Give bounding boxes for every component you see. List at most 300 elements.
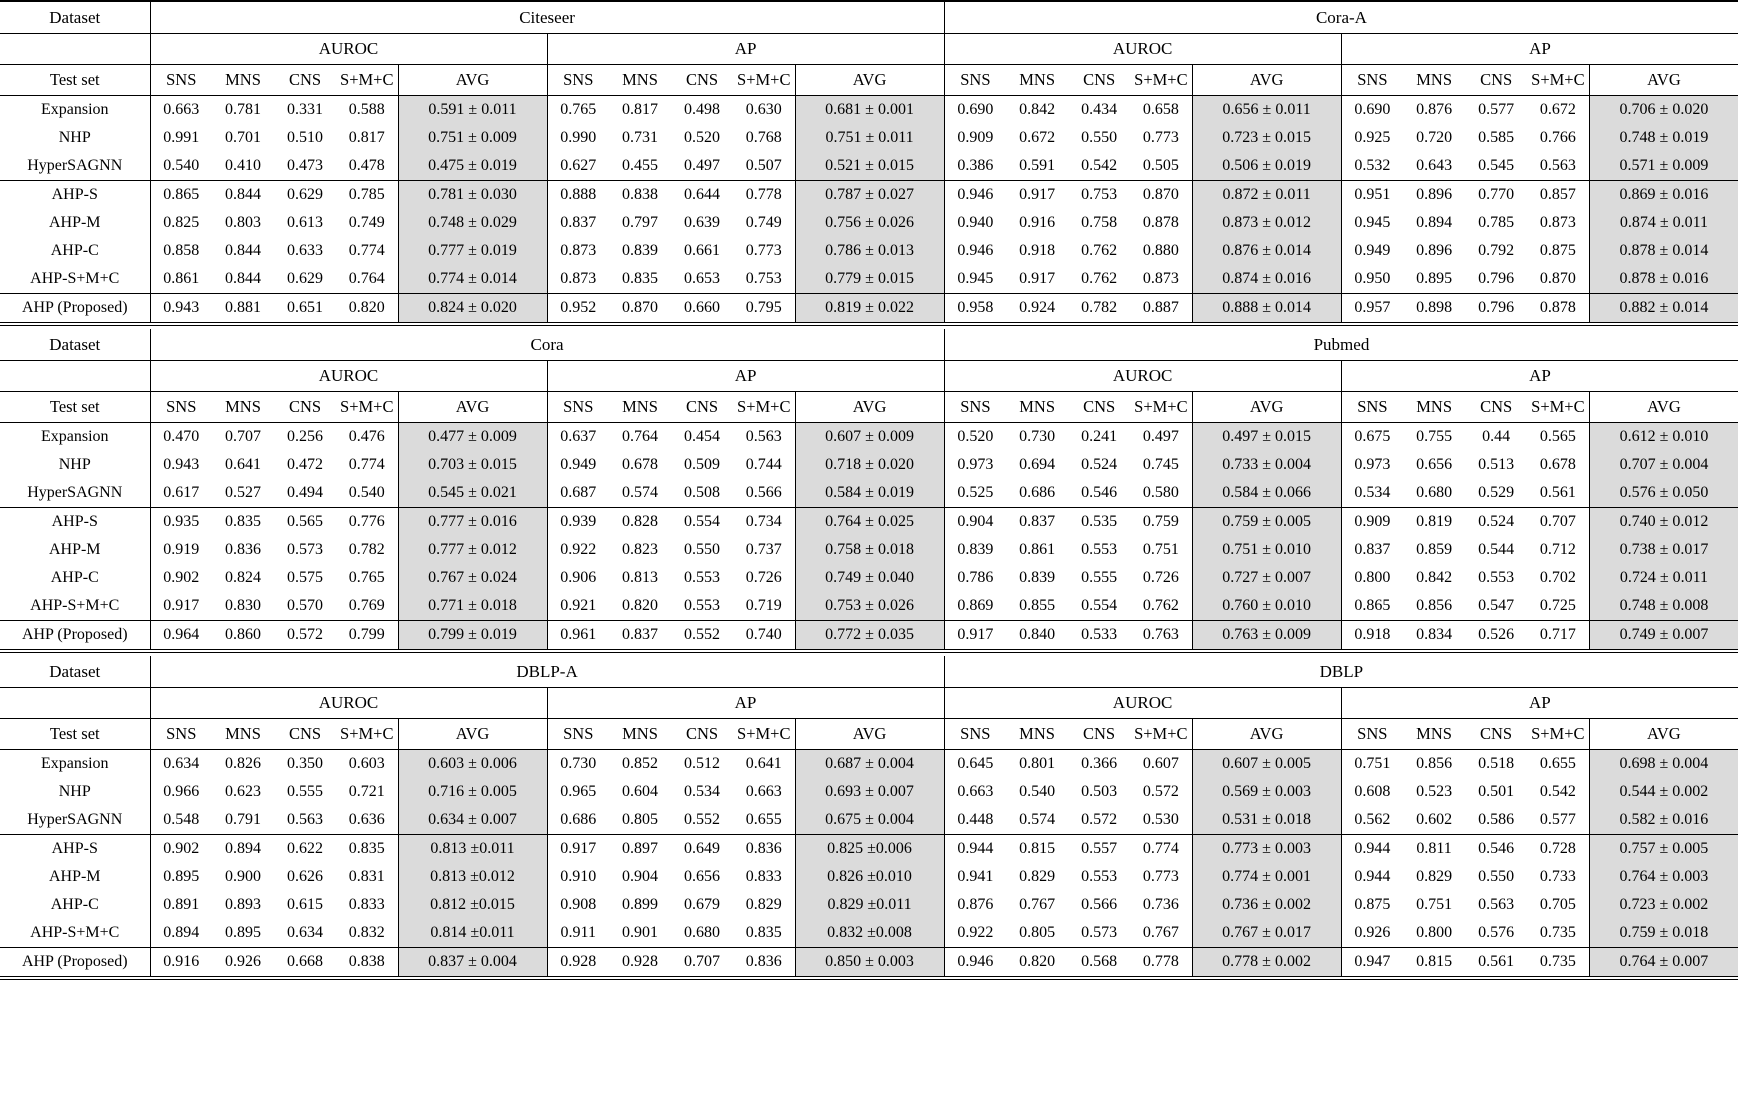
table-row — [0, 592, 1738, 621]
metric-value: 0.805 — [609, 806, 671, 835]
row-label: AHP-S — [0, 181, 150, 210]
avg-value: 0.774 ± 0.014 — [398, 265, 547, 294]
metric-value: 0.510 — [287, 129, 323, 146]
metric-value: 0.832 — [336, 919, 398, 948]
metric-value: 0.639 — [684, 214, 720, 231]
avg-value: 0.607 ± 0.005 — [1192, 750, 1341, 779]
metric-value: 0.855 — [1019, 597, 1056, 614]
subcolumn-header-cns: CNS — [671, 65, 733, 96]
metric-value: 0.702 — [1527, 564, 1589, 592]
metric-value: 0.680 — [1403, 479, 1465, 508]
metric-value: 0.857 — [1527, 181, 1589, 210]
subcolumn-header-avg: AVG — [398, 65, 547, 96]
metric-value: 0.836 — [733, 948, 795, 979]
metric-value: 0.990 — [560, 129, 597, 146]
metric-value: 0.859 — [1416, 541, 1453, 558]
avg-value: 0.723 ± 0.002 — [1589, 891, 1738, 919]
row-label: AHP-M — [0, 536, 150, 564]
subcolumn-header-avg: AVG — [1192, 65, 1341, 96]
table-row — [0, 451, 1738, 479]
metric-value: 0.839 — [1019, 569, 1056, 586]
metric-value: 0.918 — [1341, 621, 1403, 652]
avg-value: 0.812 ±0.015 — [398, 891, 547, 919]
row-label: NHP — [0, 124, 150, 152]
avg-value: 0.764 ± 0.025 — [795, 508, 944, 537]
avg-value: 0.727 ± 0.007 — [1192, 564, 1341, 592]
avg-value: 0.764 ± 0.007 — [1589, 948, 1738, 979]
row-label: AHP-M — [0, 863, 150, 891]
metric-value: 0.944 — [1354, 868, 1391, 885]
metric-value: 0.641 — [733, 750, 795, 779]
metric-value: 0.655 — [733, 806, 795, 835]
metric-value: 0.965 — [560, 783, 597, 800]
subcolumn-header-smc: S+M+C — [1527, 719, 1589, 750]
metric-value: 0.520 — [684, 129, 720, 146]
metric-value: 0.815 — [1019, 840, 1056, 857]
row-label: AHP-S — [0, 835, 150, 864]
metric-value: 0.542 — [1068, 152, 1130, 181]
avg-value: 0.825 ±0.006 — [795, 835, 944, 864]
row-label: AHP-S+M+C — [0, 592, 150, 621]
avg-value: 0.882 ± 0.014 — [1589, 294, 1738, 325]
metric-value: 0.894 — [1416, 214, 1453, 231]
metric-value: 0.898 — [1403, 294, 1465, 325]
metric-value: 0.781 — [225, 101, 261, 118]
metric-value: 0.895 — [225, 924, 261, 941]
table-row — [0, 265, 1738, 294]
metric-value: 0.636 — [336, 806, 398, 835]
metric-value: 0.951 — [1354, 186, 1391, 203]
subcolumn-header-cns: CNS — [1068, 65, 1130, 96]
metric-value: 0.331 — [287, 101, 323, 118]
metric-value: 0.820 — [336, 294, 398, 325]
metric-value: 0.751 — [1130, 536, 1192, 564]
metric-value: 0.836 — [225, 541, 261, 558]
metric-value: 0.842 — [1416, 569, 1453, 586]
metric-value: 0.540 — [336, 479, 398, 508]
metric-value: 0.656 — [684, 868, 720, 885]
metric-value: 0.762 — [1130, 592, 1192, 621]
subcolumn-header-smc: S+M+C — [1130, 719, 1192, 750]
metric-value: 0.535 — [1081, 513, 1118, 530]
metric-value: 0.791 — [212, 806, 274, 835]
table-row — [0, 96, 1738, 125]
metric-value: 0.561 — [1465, 948, 1527, 979]
table-row — [0, 621, 1738, 652]
metric-value: 0.751 — [1354, 755, 1391, 772]
metric-value: 0.712 — [1527, 536, 1589, 564]
metric-value: 0.902 — [163, 840, 200, 857]
avg-value: 0.751 ± 0.009 — [398, 124, 547, 152]
metric-value: 0.917 — [560, 840, 597, 857]
metric-value: 0.563 — [1527, 152, 1589, 181]
row-label: AHP-S — [0, 508, 150, 537]
metric-value: 0.829 — [1416, 868, 1453, 885]
subcolumn-header-smc: S+M+C — [336, 719, 398, 750]
metric-value: 0.766 — [1527, 124, 1589, 152]
table-row — [0, 891, 1738, 919]
avg-value: 0.826 ±0.010 — [795, 863, 944, 891]
avg-value: 0.767 ± 0.017 — [1192, 919, 1341, 948]
metric-label-auroc: AUROC — [150, 361, 547, 392]
metric-label-auroc: AUROC — [944, 34, 1341, 65]
avg-value: 0.787 ± 0.027 — [795, 181, 944, 210]
metric-value: 0.918 — [1019, 242, 1056, 259]
metric-value: 0.577 — [1478, 101, 1515, 118]
metric-value: 0.553 — [1081, 541, 1118, 558]
testset-column-label: Test set — [0, 392, 150, 423]
metric-value: 0.759 — [1130, 508, 1192, 537]
metric-value: 0.751 — [1416, 896, 1453, 913]
metric-value: 0.796 — [1478, 270, 1515, 287]
avg-value: 0.569 ± 0.003 — [1192, 778, 1341, 806]
metric-value: 0.797 — [622, 214, 658, 231]
metric-value: 0.888 — [560, 186, 597, 203]
avg-value: 0.819 ± 0.022 — [795, 294, 944, 325]
metric-value: 0.906 — [560, 569, 597, 586]
subcolumn-header-cns: CNS — [274, 65, 336, 96]
avg-value: 0.872 ± 0.011 — [1192, 181, 1341, 210]
metric-value: 0.834 — [1403, 621, 1465, 652]
metric-value: 0.792 — [1478, 242, 1515, 259]
metric-value: 0.730 — [1019, 428, 1056, 445]
avg-value: 0.781 ± 0.030 — [398, 181, 547, 210]
table-row — [0, 863, 1738, 891]
subcolumn-header-avg: AVG — [1589, 719, 1738, 750]
metric-value: 0.770 — [1478, 186, 1515, 203]
metric-value: 0.796 — [1465, 294, 1527, 325]
metric-value: 0.917 — [163, 597, 200, 614]
metric-value: 0.656 — [1416, 456, 1453, 473]
metric-label-ap: AP — [1341, 361, 1738, 392]
metric-value: 0.730 — [560, 755, 597, 772]
avg-value: 0.576 ± 0.050 — [1589, 479, 1738, 508]
table-row — [0, 835, 1738, 864]
metric-value: 0.534 — [684, 783, 720, 800]
metric-value: 0.865 — [1354, 597, 1391, 614]
metric-value: 0.805 — [1019, 924, 1056, 941]
subcolumn-header-smc: S+M+C — [733, 719, 795, 750]
table-row — [0, 536, 1738, 564]
metric-label-auroc: AUROC — [944, 361, 1341, 392]
metric-value: 0.838 — [622, 186, 658, 203]
metric-value: 0.498 — [684, 101, 720, 118]
metric-value: 0.552 — [671, 621, 733, 652]
metric-value: 0.735 — [1527, 919, 1589, 948]
avg-value: 0.612 ± 0.010 — [1589, 423, 1738, 452]
metric-value: 0.651 — [274, 294, 336, 325]
metric-value: 0.774 — [1130, 835, 1192, 864]
metric-value: 0.633 — [287, 242, 323, 259]
dataset-title-left: DBLP-A — [150, 656, 944, 688]
subcolumn-header-cns: CNS — [1068, 719, 1130, 750]
avg-value: 0.748 ± 0.019 — [1589, 124, 1738, 152]
metric-value: 0.755 — [1416, 428, 1453, 445]
metric-value: 0.455 — [609, 152, 671, 181]
metric-value: 0.530 — [1130, 806, 1192, 835]
metric-value: 0.778 — [1130, 948, 1192, 979]
metric-value: 0.911 — [560, 924, 596, 941]
testset-header-row — [0, 65, 1738, 96]
metric-value: 0.800 — [1354, 569, 1391, 586]
metric-value: 0.615 — [287, 896, 323, 913]
metric-value: 0.926 — [212, 948, 274, 979]
metric-value: 0.829 — [733, 891, 795, 919]
metric-value: 0.891 — [163, 896, 200, 913]
metric-value: 0.663 — [163, 101, 200, 118]
metric-value: 0.478 — [336, 152, 398, 181]
avg-value: 0.757 ± 0.005 — [1589, 835, 1738, 864]
metric-value: 0.881 — [212, 294, 274, 325]
avg-value: 0.759 ± 0.018 — [1589, 919, 1738, 948]
metric-value: 0.773 — [1130, 863, 1192, 891]
avg-value: 0.723 ± 0.015 — [1192, 124, 1341, 152]
metric-value: 0.896 — [1416, 242, 1453, 259]
metric-value: 0.838 — [336, 948, 398, 979]
metric-value: 0.410 — [212, 152, 274, 181]
avg-value: 0.814 ±0.011 — [398, 919, 547, 948]
metric-value: 0.900 — [225, 868, 261, 885]
metric-value: 0.717 — [1527, 621, 1589, 652]
avg-value: 0.829 ±0.011 — [795, 891, 944, 919]
metric-value: 0.763 — [1130, 621, 1192, 652]
metric-value: 0.733 — [1527, 863, 1589, 891]
metric-value: 0.925 — [1354, 129, 1391, 146]
subcolumn-header-smc: S+M+C — [733, 392, 795, 423]
dataset-header-row — [0, 656, 1738, 688]
metric-value: 0.835 — [336, 835, 398, 864]
metric-value: 0.909 — [957, 129, 994, 146]
metric-value: 0.817 — [336, 124, 398, 152]
avg-value: 0.873 ± 0.012 — [1192, 209, 1341, 237]
metric-value: 0.585 — [1478, 129, 1515, 146]
metric-value: 0.734 — [733, 508, 795, 537]
metric-value: 0.852 — [622, 755, 658, 772]
metric-value: 0.773 — [1130, 124, 1192, 152]
metric-value: 0.940 — [957, 214, 994, 231]
metric-label-ap: AP — [547, 34, 944, 65]
metric-value: 0.758 — [1081, 214, 1118, 231]
metric-value: 0.497 — [671, 152, 733, 181]
metric-value: 0.470 — [163, 428, 200, 445]
subcolumn-header-mns: MNS — [609, 65, 671, 96]
metric-value: 0.922 — [957, 924, 994, 941]
metric-value: 0.508 — [671, 479, 733, 508]
row-label: AHP-C — [0, 564, 150, 592]
metric-value: 0.476 — [336, 423, 398, 452]
avg-value: 0.748 ± 0.008 — [1589, 592, 1738, 621]
subcolumn-header-sns: SNS — [547, 719, 609, 750]
metric-value: 0.736 — [1130, 891, 1192, 919]
avg-value: 0.850 ± 0.003 — [795, 948, 944, 979]
subcolumn-header-avg: AVG — [1192, 719, 1341, 750]
avg-value: 0.874 ± 0.011 — [1589, 209, 1738, 237]
avg-value: 0.799 ± 0.019 — [398, 621, 547, 652]
metric-value: 0.629 — [287, 270, 323, 287]
metric-value: 0.434 — [1081, 101, 1118, 118]
metric-label-ap: AP — [547, 688, 944, 719]
metric-value: 0.893 — [225, 896, 261, 913]
metric-value: 0.991 — [163, 129, 200, 146]
metric-value: 0.928 — [547, 948, 609, 979]
metric-value: 0.876 — [1416, 101, 1453, 118]
metric-value: 0.817 — [622, 101, 658, 118]
avg-value: 0.607 ± 0.009 — [795, 423, 944, 452]
metric-value: 0.649 — [684, 840, 720, 857]
metric-value: 0.672 — [1527, 96, 1589, 125]
metric-value: 0.572 — [274, 621, 336, 652]
metric-value: 0.726 — [1130, 564, 1192, 592]
metric-value: 0.844 — [225, 242, 261, 259]
table-row — [0, 508, 1738, 537]
avg-value: 0.767 ± 0.024 — [398, 564, 547, 592]
metric-value: 0.939 — [560, 513, 597, 530]
avg-value: 0.813 ±0.012 — [398, 863, 547, 891]
dataset-column-label: Dataset — [0, 1, 150, 34]
metric-value: 0.774 — [336, 237, 398, 265]
metric-value: 0.839 — [622, 242, 658, 259]
metric-value: 0.840 — [1006, 621, 1068, 652]
avg-value: 0.837 ± 0.004 — [398, 948, 547, 979]
avg-value: 0.707 ± 0.004 — [1589, 451, 1738, 479]
metric-value: 0.958 — [944, 294, 1006, 325]
metric-label-spacer — [0, 688, 150, 719]
metric-value: 0.744 — [733, 451, 795, 479]
row-label: AHP (Proposed) — [0, 621, 150, 652]
subcolumn-header-mns: MNS — [1403, 392, 1465, 423]
metric-value: 0.897 — [622, 840, 658, 857]
row-label: AHP-M — [0, 209, 150, 237]
metric-value: 0.964 — [150, 621, 212, 652]
metric-value: 0.908 — [560, 896, 597, 913]
avg-value: 0.687 ± 0.004 — [795, 750, 944, 779]
metric-value: 0.728 — [1527, 835, 1589, 864]
metric-value: 0.966 — [163, 783, 200, 800]
subcolumn-header-cns: CNS — [671, 719, 733, 750]
metric-value: 0.548 — [150, 806, 212, 835]
subcolumn-header-avg: AVG — [1589, 65, 1738, 96]
metric-value: 0.735 — [1527, 948, 1589, 979]
subcolumn-header-mns: MNS — [212, 392, 274, 423]
metric-value: 0.547 — [1478, 597, 1515, 614]
avg-value: 0.774 ± 0.001 — [1192, 863, 1341, 891]
subcolumn-header-mns: MNS — [1006, 392, 1068, 423]
avg-value: 0.545 ± 0.021 — [398, 479, 547, 508]
metric-value: 0.607 — [1130, 750, 1192, 779]
metric-value: 0.904 — [622, 868, 658, 885]
metric-value: 0.820 — [1006, 948, 1068, 979]
metric-value: 0.973 — [1354, 456, 1391, 473]
metric-value: 0.830 — [225, 597, 261, 614]
metric-value: 0.835 — [622, 270, 658, 287]
avg-value: 0.531 ± 0.018 — [1192, 806, 1341, 835]
metric-value: 0.917 — [944, 621, 1006, 652]
metric-value: 0.454 — [684, 428, 720, 445]
metric-value: 0.707 — [671, 948, 733, 979]
dataset-title-right: Cora-A — [944, 1, 1738, 34]
metric-value: 0.545 — [1465, 152, 1527, 181]
subcolumn-header-smc: S+M+C — [336, 392, 398, 423]
metric-value: 0.523 — [1416, 783, 1453, 800]
metric-value: 0.241 — [1081, 428, 1118, 445]
avg-value: 0.475 ± 0.019 — [398, 152, 547, 181]
metric-value: 0.653 — [684, 270, 720, 287]
metric-value: 0.861 — [163, 270, 200, 287]
row-label: AHP-C — [0, 237, 150, 265]
metric-value: 0.588 — [336, 96, 398, 125]
metric-value: 0.769 — [336, 592, 398, 621]
metric-value: 0.591 — [1006, 152, 1068, 181]
metric-value: 0.831 — [336, 863, 398, 891]
metric-value: 0.924 — [1006, 294, 1068, 325]
row-label: Expansion — [0, 750, 150, 779]
subcolumn-header-mns: MNS — [609, 719, 671, 750]
metric-value: 0.753 — [1081, 186, 1118, 203]
avg-value: 0.753 ± 0.026 — [795, 592, 944, 621]
metric-value: 0.565 — [287, 513, 323, 530]
metric-value: 0.680 — [684, 924, 720, 941]
metric-value: 0.540 — [150, 152, 212, 181]
metric-value: 0.828 — [622, 513, 658, 530]
subcolumn-header-sns: SNS — [150, 392, 212, 423]
subcolumn-header-avg: AVG — [1192, 392, 1341, 423]
metric-value: 0.586 — [1465, 806, 1527, 835]
metric-value: 0.753 — [733, 265, 795, 294]
avg-value: 0.740 ± 0.012 — [1589, 508, 1738, 537]
table-row — [0, 564, 1738, 592]
metric-value: 0.844 — [225, 270, 261, 287]
avg-value: 0.758 ± 0.018 — [795, 536, 944, 564]
metric-value: 0.520 — [957, 428, 994, 445]
metric-value: 0.946 — [957, 186, 994, 203]
row-label: Expansion — [0, 423, 150, 452]
metric-value: 0.613 — [287, 214, 323, 231]
metric-value: 0.720 — [1416, 129, 1453, 146]
avg-value: 0.779 ± 0.015 — [795, 265, 944, 294]
row-label: AHP (Proposed) — [0, 948, 150, 979]
subcolumn-header-avg: AVG — [795, 65, 944, 96]
metric-value: 0.563 — [733, 423, 795, 452]
metric-value: 0.533 — [1068, 621, 1130, 652]
metric-value: 0.553 — [1478, 569, 1515, 586]
metric-value: 0.725 — [1527, 592, 1589, 621]
metric-value: 0.552 — [671, 806, 733, 835]
metric-value: 0.901 — [622, 924, 658, 941]
avg-value: 0.591 ± 0.011 — [398, 96, 547, 125]
metric-value: 0.629 — [287, 186, 323, 203]
metric-value: 0.668 — [274, 948, 336, 979]
subcolumn-header-smc: S+M+C — [1527, 392, 1589, 423]
table-row — [0, 948, 1738, 979]
metric-value: 0.876 — [957, 896, 994, 913]
metric-value: 0.899 — [622, 896, 658, 913]
avg-value: 0.749 ± 0.040 — [795, 564, 944, 592]
metric-value: 0.909 — [1354, 513, 1391, 530]
metric-value: 0.895 — [1416, 270, 1453, 287]
subcolumn-header-smc: S+M+C — [1527, 65, 1589, 96]
metric-value: 0.562 — [1341, 806, 1403, 835]
metric-value: 0.865 — [163, 186, 200, 203]
metric-value: 0.573 — [287, 541, 323, 558]
metric-label-auroc: AUROC — [150, 34, 547, 65]
metric-value: 0.561 — [1527, 479, 1589, 508]
metric-value: 0.542 — [1527, 778, 1589, 806]
metric-label-auroc: AUROC — [944, 688, 1341, 719]
metric-header-row — [0, 361, 1738, 392]
avg-value: 0.813 ±0.011 — [398, 835, 547, 864]
subcolumn-header-mns: MNS — [212, 65, 274, 96]
subcolumn-header-sns: SNS — [944, 392, 1006, 423]
